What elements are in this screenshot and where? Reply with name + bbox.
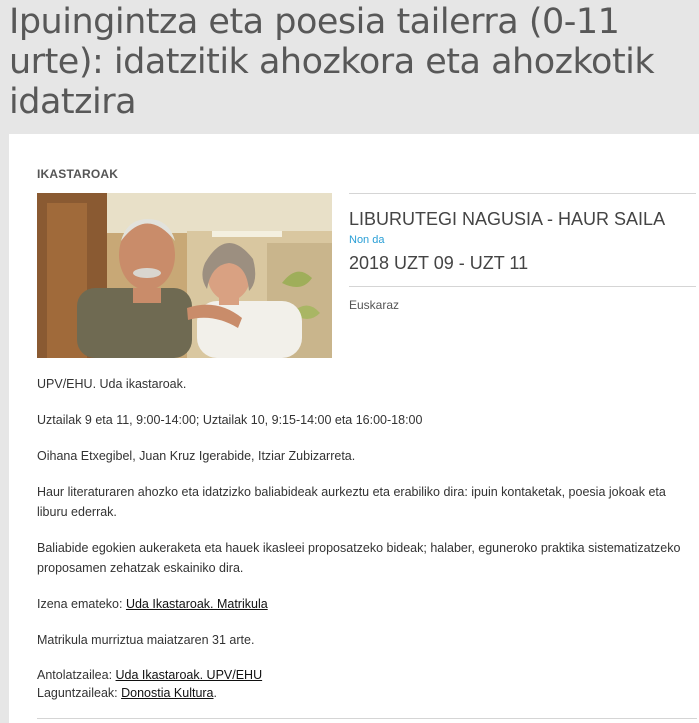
category-label: IKASTAROAK <box>37 167 119 181</box>
description-paragraph-2: Baliabide egokien aukeraketa eta hauek ikasleei proposatzeko bideak; halaber, eguneroko praktika sistematizatzeko proposamen zehatzak eskainiko dira. <box>37 541 681 575</box>
collaborators-link[interactable]: Donostia Kultura <box>121 686 214 700</box>
description-paragraph-1: Haur literaturaren ahozko eta idatzizko baliabideak aurkeztu eta erabiliko dira: ipuin kontaketak, poesia jokoak eta liburu ederrak. <box>37 485 666 519</box>
schedule-text: Uztailak 9 eta 11, 9:00-14:00; Uztailak 10, 9:15-14:00 eta 16:00-18:00 <box>37 413 423 427</box>
registration-link[interactable]: Uda Ikastaroak. Matrikula <box>125 597 268 611</box>
registration-line <box>37 594 687 614</box>
event-photo-image <box>37 193 332 358</box>
event-location: LIBURUTEGI NAGUSIA - HAUR SAILA <box>349 209 666 229</box>
event-card <box>9 134 699 723</box>
bottom-divider <box>37 718 697 719</box>
event-info <box>349 193 696 312</box>
info-top-divider <box>349 193 696 194</box>
event-language: Euskaraz <box>349 298 400 312</box>
collaborators-end: . <box>213 686 217 700</box>
deadline-text: Matrikula murriztua maiatzaren 31 arte. <box>37 633 255 647</box>
page-title: Ipuingintza eta poesia tailerra (0-11 urte): idatzitik ahozkora eta ahozkotik idatzira <box>9 2 655 122</box>
collaborators-label: Laguntzaileak: <box>37 686 122 700</box>
registration-label: Izena emateko: <box>37 597 126 611</box>
organizer-link[interactable]: Uda Ikastaroak. UPV/EHU <box>115 668 263 682</box>
organizer-line: UPV/EHU. Uda ikastaroak. <box>37 377 187 391</box>
teachers-text: Oihana Etxegibel, Juan Kruz Igerabide, Itziar Zubizarreta. <box>37 449 356 463</box>
organizer-label: Antolatzailea: <box>37 668 116 682</box>
event-description <box>37 374 687 702</box>
when-label: Non da <box>349 234 385 246</box>
event-photo <box>37 193 332 358</box>
event-dates: 2018 UZT 09 - UZT 11 <box>349 252 696 287</box>
collaborators-credit <box>37 684 687 702</box>
organizer-credit <box>37 666 687 684</box>
